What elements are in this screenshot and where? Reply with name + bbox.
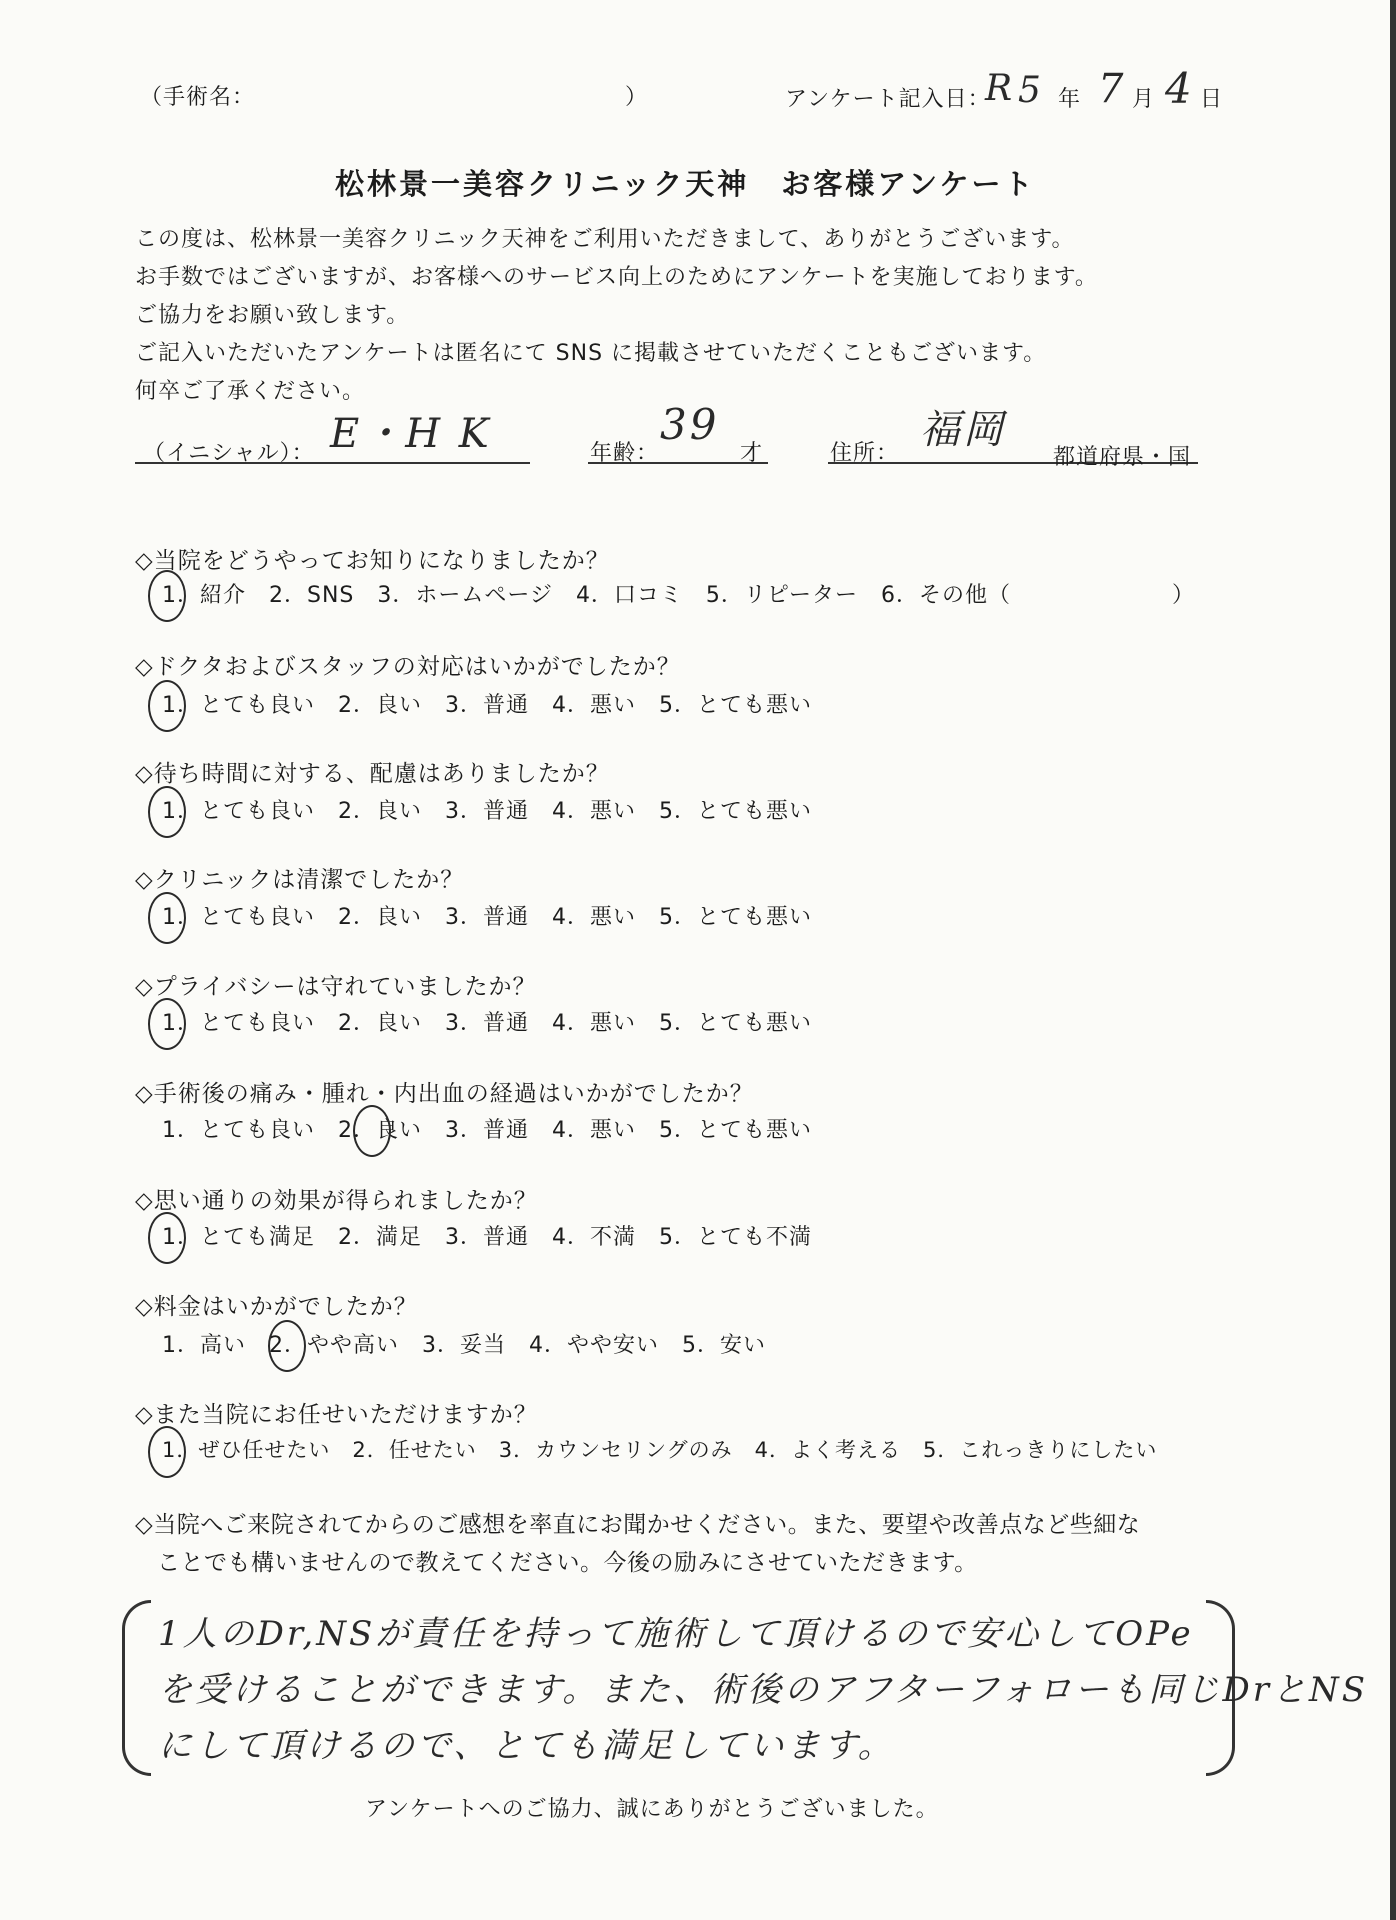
question-3: ◇待ち時間に対する、配慮はありましたか？	[135, 761, 610, 787]
age-value: 39	[660, 400, 720, 449]
selected-answer-mark	[148, 1426, 186, 1478]
comment-line-1: 1人のDr,NSが責任を持って施術して頂けるので安心してOPe	[158, 1614, 1194, 1654]
selected-answer-mark	[148, 998, 186, 1050]
question-1-options[interactable]: 1．紹介 2．SNS 3．ホームページ 4．口コミ 5．リピーター 6．その他（ ）	[162, 583, 1196, 608]
page-title: 松林景一美容クリニック天神 お客様アンケート	[335, 167, 1036, 201]
question-7: ◇思い通りの効果が得られましたか？	[135, 1188, 538, 1214]
comment-bracket-left	[122, 1600, 151, 1776]
question-6-options[interactable]: 1．とても良い 2．良い 3．普通 4．悪い 5．とても悪い	[162, 1118, 812, 1143]
question-5: ◇プライバシーは守れていましたか？	[135, 974, 537, 1000]
address-value: 福岡	[920, 407, 1006, 453]
scan-edge	[1390, 0, 1396, 1920]
question-4-options[interactable]: 1．とても良い 2．良い 3．普通 4．悪い 5．とても悪い	[162, 905, 812, 930]
comments-prompt-line-2: ことでも構いませんので教えてください。今後の励みにさせていただきます。	[157, 1550, 978, 1576]
date-day: 4	[1165, 64, 1195, 113]
initial-field[interactable]	[135, 411, 530, 466]
question-9: ◇また当院にお任せいただけますか？	[135, 1402, 538, 1428]
question-2-options[interactable]: 1．とても良い 2．良い 3．普通 4．悪い 5．とても悪い	[162, 693, 812, 718]
comments-textarea[interactable]	[150, 1600, 1369, 1770]
comment-line-3: にして頂けるので、とても満足しています。	[158, 1726, 895, 1766]
question-8: ◇料金はいかがでしたか？	[135, 1294, 418, 1320]
address-label: 住所：	[830, 441, 900, 466]
day-unit: 日	[1200, 87, 1224, 112]
date-year: 5	[1018, 70, 1044, 111]
intro-line-2: お手数ではございますが、お客様へのサービス向上のためにアンケートを実施しております。	[135, 265, 1098, 290]
initial-label: （イニシャル）：	[143, 441, 315, 466]
age-field[interactable]	[588, 400, 768, 466]
selected-answer-mark	[148, 1212, 186, 1264]
initial-value: E・H K	[330, 411, 492, 457]
question-7-options[interactable]: 1．とても満足 2．満足 3．普通 4．不満 5．とても不満	[162, 1225, 812, 1250]
comment-line-2: を受けることができます。また、術後のアフターフォローも同じDrとNS	[158, 1670, 1369, 1710]
address-unit: 都道府県・国	[1053, 445, 1192, 470]
question-1: ◇当院をどうやってお知りになりましたか？	[135, 548, 610, 574]
date-month: 7	[1098, 66, 1127, 112]
selected-answer-mark	[148, 680, 186, 732]
question-9-options[interactable]: 1．ぜひ任せたい 2．任せたい 3．カウンセリングのみ 4．よく考える 5．これっきりにしたい	[162, 1438, 1158, 1462]
intro-line-1: この度は、松林景一美容クリニック天神をご利用いただきまして、ありがとうございます。	[135, 227, 1075, 252]
age-unit: 才	[740, 441, 764, 466]
age-label: 年齢：	[590, 441, 660, 466]
date-era: R	[985, 68, 1016, 109]
year-unit: 年	[1058, 87, 1082, 112]
question-2: ◇ドクタおよびスタッフの対応はいかがでしたか？	[135, 654, 681, 680]
date-label: アンケート記入日：	[785, 87, 991, 112]
procedure-label: （手術名：	[140, 85, 256, 110]
question-5-options[interactable]: 1．とても良い 2．良い 3．普通 4．悪い 5．とても悪い	[162, 1011, 812, 1036]
address-field[interactable]	[828, 407, 1198, 470]
comments-prompt-line-1: ◇当院へご来院されてからのご感想を率直にお聞かせください。また、要望や改善点など些細な	[135, 1512, 1141, 1538]
question-4: ◇クリニックは清潔でしたか？	[135, 867, 465, 893]
intro-line-4: ご記入いただいたアンケートは匿名にて SNS に掲載させていただくこともございます。	[135, 341, 1047, 366]
selected-answer-mark	[148, 570, 186, 622]
footer-thanks: アンケートへのご協力、誠にありがとうございました。	[365, 1797, 939, 1822]
selected-answer-mark	[148, 786, 186, 838]
intro-line-3: ご協力をお願い致します。	[135, 303, 410, 328]
selected-answer-mark	[353, 1105, 391, 1157]
intro-line-5: 何卒ご了承ください。	[135, 379, 366, 404]
question-8-options[interactable]: 1．高い 2．やや高い 3．妥当 4．やや安い 5．安い	[162, 1333, 766, 1358]
selected-answer-mark	[148, 892, 186, 944]
procedure-close: ）	[625, 85, 649, 110]
month-unit: 月	[1132, 87, 1156, 112]
selected-answer-mark	[268, 1320, 306, 1372]
question-3-options[interactable]: 1．とても良い 2．良い 3．普通 4．悪い 5．とても悪い	[162, 799, 812, 824]
question-6: ◇手術後の痛み・腫れ・内出血の経過はいかがでしたか？	[135, 1081, 754, 1107]
